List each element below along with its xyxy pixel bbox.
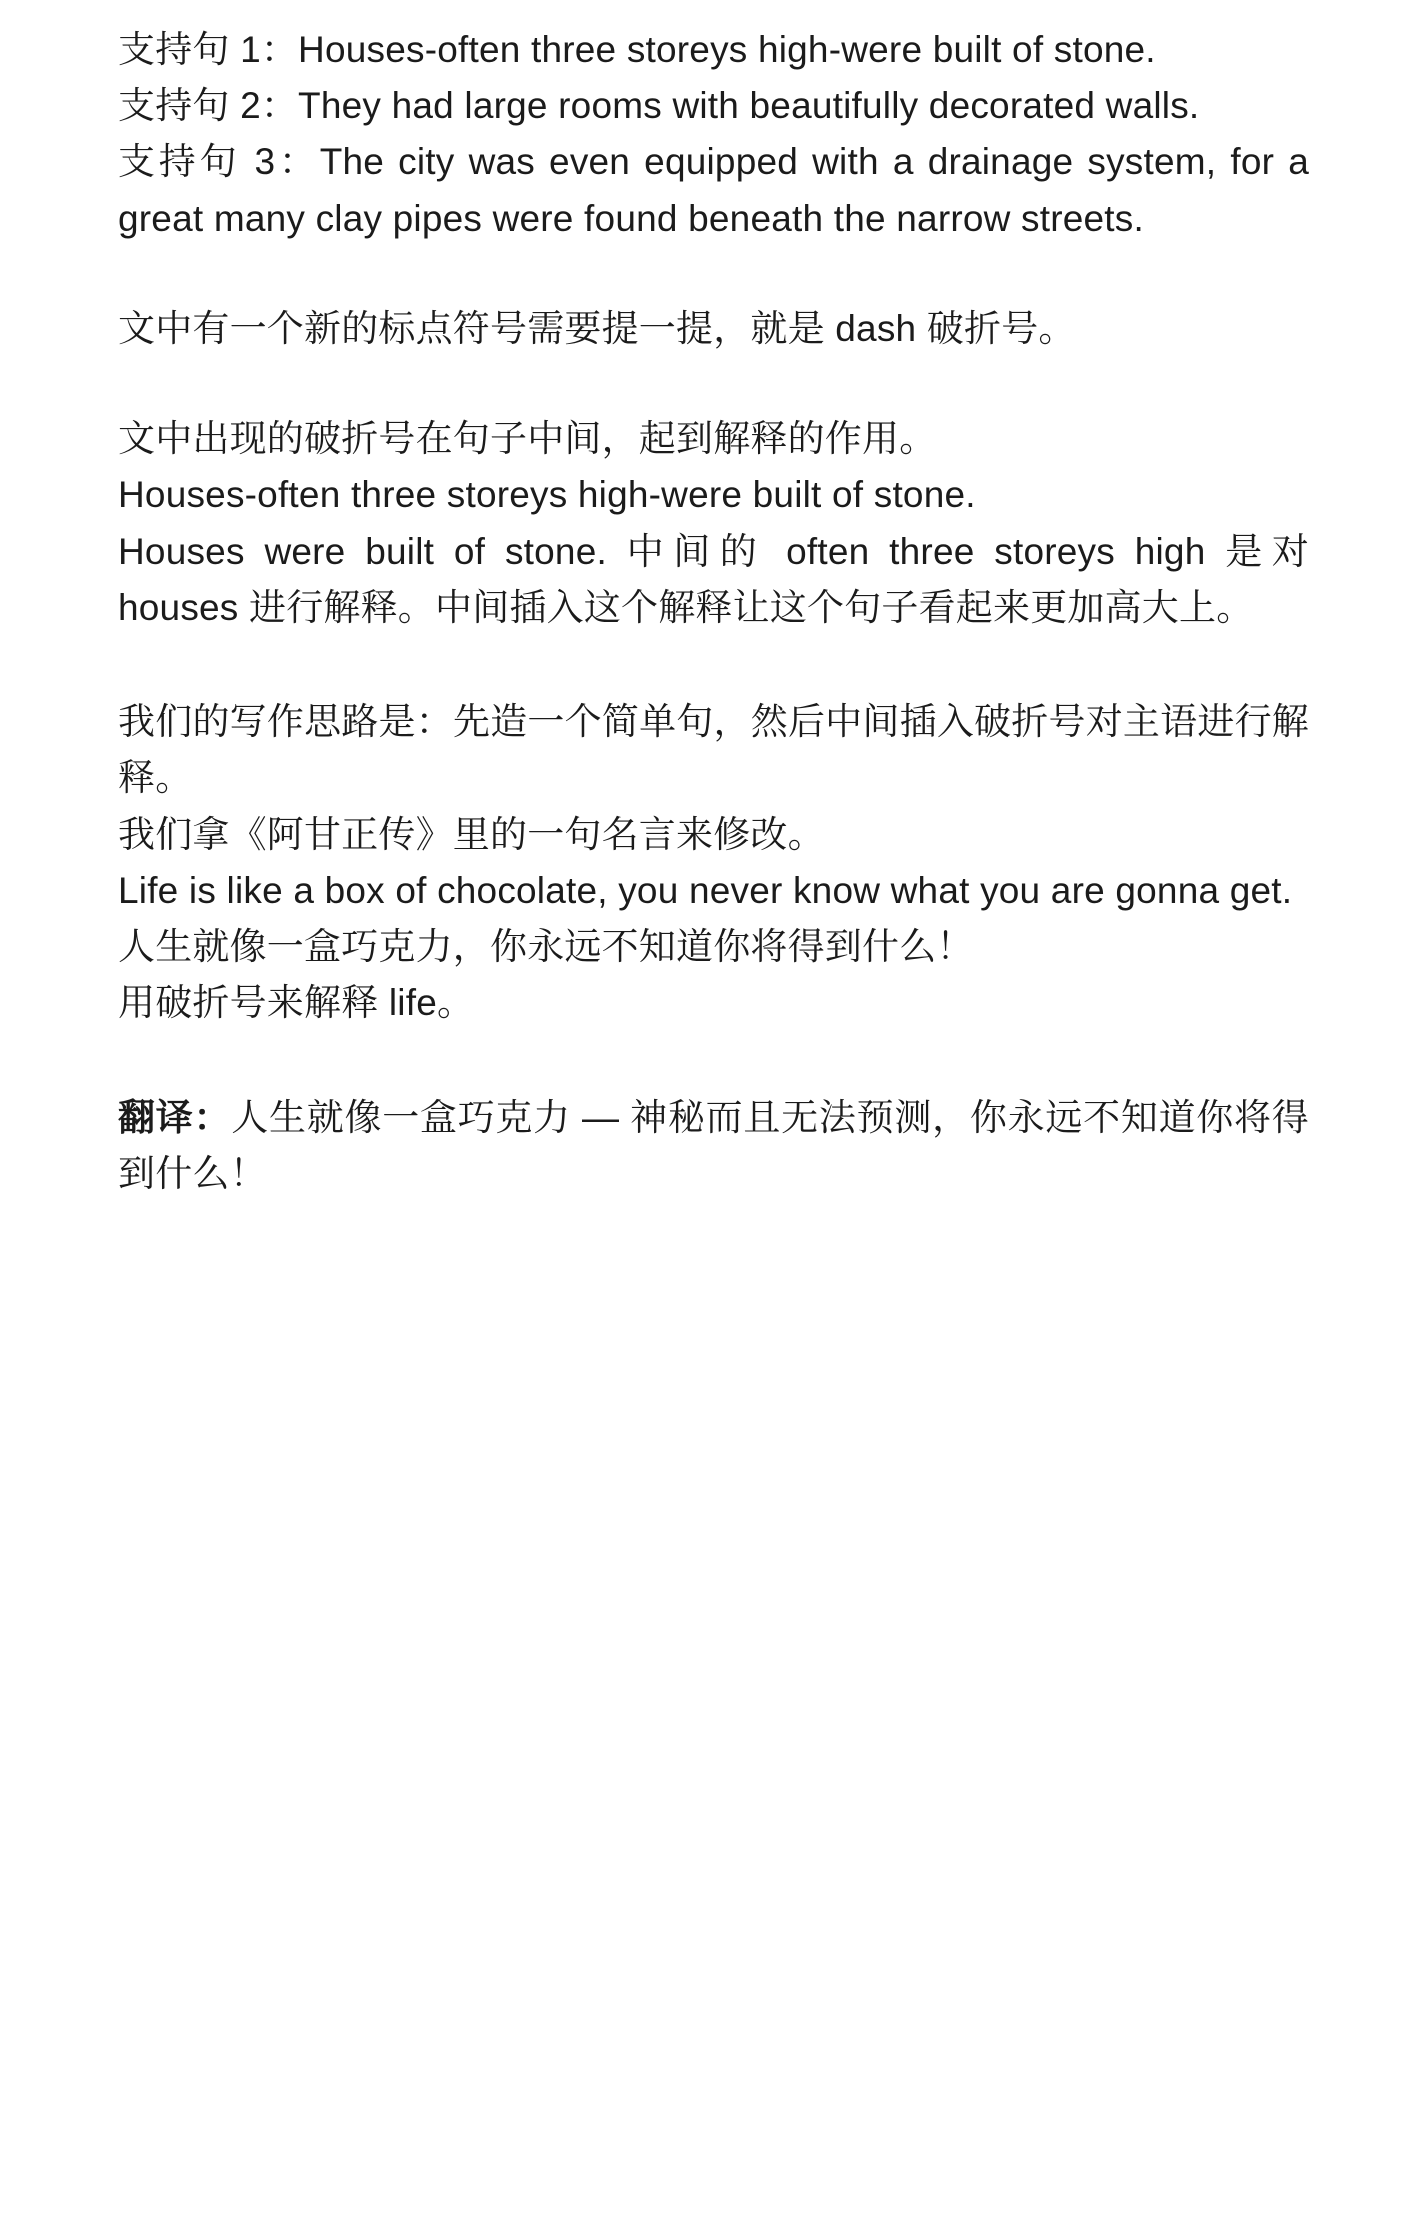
dash-function: 文中出现的破折号在句子中间，起到解释的作用。 — [118, 418, 937, 460]
quote-en: Life is like a box of chocolate, you never know what you are gonna get. — [118, 869, 1293, 911]
section-gap-4 — [118, 1032, 1309, 1090]
translation-paragraph — [118, 1090, 1309, 1202]
translation-group — [118, 1090, 1309, 1202]
translation-text: 人生就像一盒巧克力 — 神秘而且无法预测，你永远不知道你将得到什么！ — [118, 1096, 1309, 1194]
dash-explanation-group — [118, 411, 1309, 636]
support-sentence-1: 支持句 1：Houses-often three storeys high-were built of stone. — [118, 29, 1156, 70]
support-sentences-group — [118, 22, 1309, 247]
section-gap-3 — [118, 636, 1309, 694]
dash-intro: 文中有一个新的标点符号需要提一提，就是 dash 破折号。 — [118, 307, 1076, 349]
dash-task: 用破折号来解释 life。 — [118, 982, 475, 1024]
writing-approach: 我们的写作思路是：先造一个简单句，然后中间插入破折号对主语进行解释。 — [118, 701, 1309, 799]
dash-example-en: Houses-often three storeys high-were built of stone. — [118, 474, 976, 516]
forrest-gump-intro: 我们拿《阿甘正传》里的一句名言来修改。 — [118, 813, 825, 855]
support-sentence-2: 支持句 2：They had large rooms with beautifully decorated walls. — [118, 85, 1200, 127]
quote-zh: 人生就像一盒巧克力，你永远不知道你将得到什么！ — [118, 926, 974, 968]
translation-label: 翻译： — [118, 1096, 232, 1138]
dash-intro-group — [118, 301, 1309, 357]
support-sentence-3: 支持句 3：The city was even equipped with a drainage system, for a great many clay pipes were found beneath the narrow streets. — [118, 141, 1309, 239]
dash-explanation: Houses were built of stone. 中间的 often three storeys high 是对 houses 进行解释。中间插入这个解释让这个句子看起来更加高大上。 — [118, 530, 1309, 628]
writing-approach-group — [118, 694, 1309, 1031]
section-gap-1 — [118, 247, 1309, 301]
section-gap-2 — [118, 357, 1309, 411]
